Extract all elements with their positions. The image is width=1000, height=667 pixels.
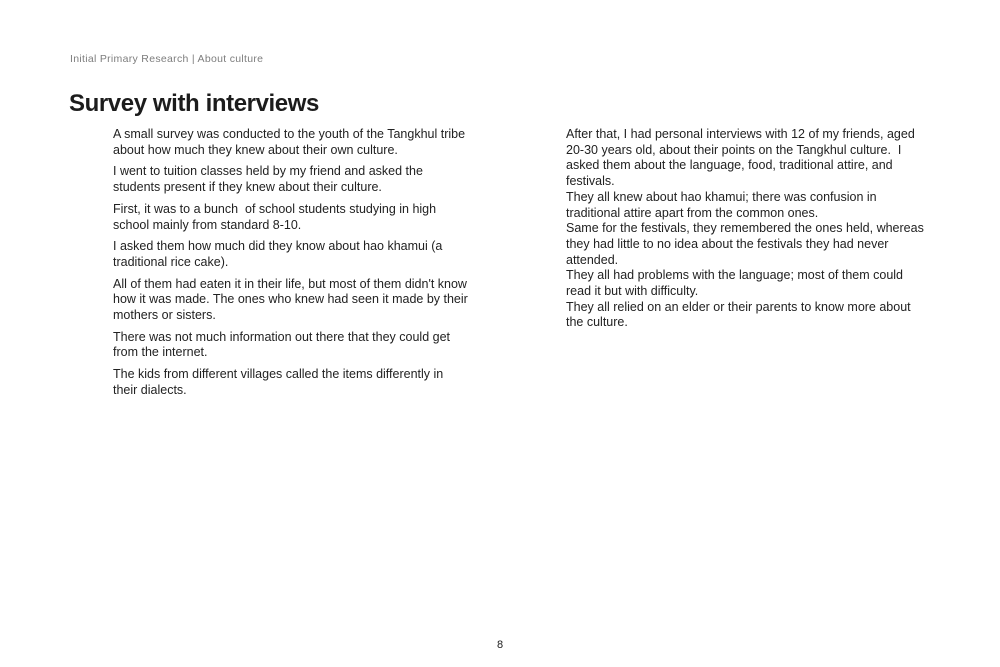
page-number: 8 bbox=[496, 639, 504, 651]
page-title: Survey with interviews bbox=[69, 90, 319, 118]
right-column bbox=[566, 127, 931, 331]
paragraph: Same for the festivals, they remembered the ones held, whereas they had little to no idea about the festivals they had never attended. bbox=[566, 221, 928, 267]
paragraph: I went to tuition classes held by my friend and asked the students present if they knew about their culture. bbox=[113, 164, 427, 195]
left-column bbox=[113, 127, 471, 405]
paragraph: All of them had eaten it in their life, but most of them didn't know how it was made. The ones who knew had seen it made by their mothers or sisters. bbox=[113, 276, 472, 323]
paragraph: After that, I had personal interviews with 12 of my friends, aged 20-30 years old, about their points on the Tangkhul culture. I asked them about the language, food, traditional attire, and festivals. bbox=[566, 127, 919, 189]
paragraph: A small survey was conducted to the youth of the Tangkhul tribe about how much they knew about their own culture. bbox=[113, 127, 469, 157]
paragraph: The kids from different villages called the items differently in their dialects. bbox=[113, 367, 447, 397]
breadcrumb: Initial Primary Research | About culture bbox=[70, 53, 264, 65]
paragraph: There was not much information out there that they could get from the internet. bbox=[113, 329, 454, 360]
paragraph: First, it was to a bunch of school students studying in high school mainly from standard 8-10. bbox=[113, 201, 440, 232]
paragraph: They all had problems with the language; most of them could read it but with difficulty. bbox=[566, 268, 907, 299]
paragraph: I asked them how much did they know about hao khamui (a traditional rice cake). bbox=[113, 239, 446, 269]
paragraph: They all relied on an elder or their parents to know more about the culture. bbox=[566, 299, 915, 330]
paragraph: They all knew about hao khamui; there was confusion in traditional attire apart from the common ones. bbox=[566, 189, 881, 220]
